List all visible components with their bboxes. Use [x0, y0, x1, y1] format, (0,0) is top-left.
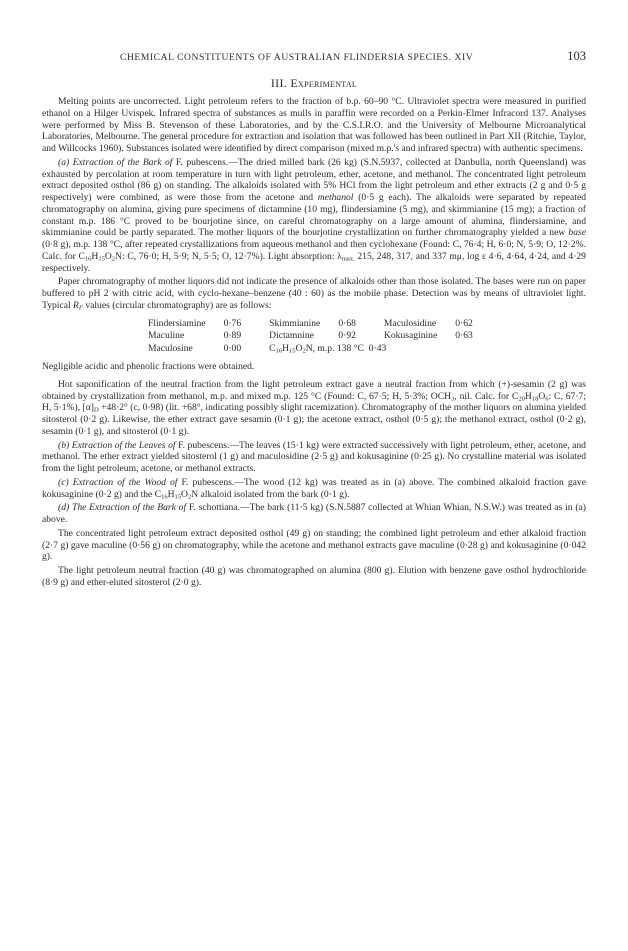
rf-value: 0·89 — [223, 330, 242, 341]
formula-subscript: 16 — [161, 493, 168, 500]
paragraph-text: : C, 67·7; H, 5·1%), [α] — [42, 390, 587, 414]
table-row — [148, 330, 491, 343]
italic-word: methanol — [317, 192, 354, 203]
paragraph-text: Hot saponification of the neutral fraction from the light petroleum extract gave a neutral fraction from which (+)-sesamin (2 g) was obtained by crystallization from methanol, m.p. and mixed m.p. 125 °C (Found: C, 67·5; H, 5·3%; OCH — [42, 378, 586, 402]
italic-word: base — [568, 227, 586, 239]
formula-subscript: 3 — [451, 395, 455, 402]
paragraph-text: , nil. Calc. for C — [454, 390, 519, 402]
rf-value: 0·92 — [338, 330, 356, 341]
paper-chromatography-paragraph — [42, 276, 586, 311]
subsection-label: (d) — [58, 502, 70, 514]
section-heading — [42, 76, 586, 91]
paragraph-text: (0·5 g each). The alkaloids were separated by repeated chromatography on alumina, giving pure specimens of dictamnine (10 mg), flindersiamine (5 mg), and skimmianine (15 mg); a fraction of constant m.p. 186 °C proved to be bourjotine since, on careful chromatography on a large amount of alumina, flindersiamine, and skimmianine could be partly separated. The mother liquors of the bourjotine crystallization on further chromatography yielded a new — [42, 192, 587, 239]
formula-atom: O — [104, 250, 112, 262]
intro-paragraph: Melting points are uncorrected. Light petroleum refers to the fraction of b.p. 60–90 °C. Ultraviolet spectra were measured in purified ethanol on a Hilger Uvispek. Infrared spectra of substances as mulls in paraffin were recorded on a Perkin-Elmer Infracord 137. Analyses were performed by Miss B. Stevenson of these Laboratories, and by the C.S.I.R.O. and the University of Melbourne Microanalytical Laboratories, Melbourne. The general procedure for extraction and isolation that was followed has been outlined in Part XII (Ritchie, Taylor, and Willcocks 1960). Substances isolated were identified by direct comparison (mixed m.p.'s and infrared spectra) with authentic specimens. — [42, 96, 586, 154]
subsection-label: (b) — [58, 439, 70, 451]
compound-name: Maculine — [148, 330, 185, 341]
section-title: Experimental — [290, 76, 358, 90]
negligible-fractions-line: Negligible acidic and phenolic fractions were obtained. — [42, 361, 255, 372]
paragraph-text: (0·8 g), m.p. 138 °C, after repeated crystallizations from aqueous methanol and then cyclohexane (Found: C, 76·4; H, 6·0; N, 5·9; O, 12·2%. Calc. for C — [42, 239, 586, 262]
paragraph-text: values (circular chromatography) are as follows: — [85, 299, 272, 311]
journal-page — [42, 48, 586, 589]
formula-subscript: 15 — [289, 347, 296, 354]
subsection-label: (a) — [58, 156, 70, 168]
species-name: F. pubescens — [175, 156, 226, 168]
formula-subscript: 6 — [545, 395, 549, 402]
rotation-subscript: D — [93, 406, 99, 414]
formula-atom: N — [115, 250, 122, 262]
section-numeral: III. — [270, 76, 288, 90]
rf-value: 0·63 — [455, 330, 473, 341]
new-base-formula — [269, 343, 455, 356]
formula-atom: H — [524, 390, 532, 402]
heading-dash: .— — [225, 156, 238, 168]
formula-subscript: 2 — [302, 347, 306, 354]
paragraph-text: N alkaloid isolated from the bark (0·1 g). — [191, 488, 350, 500]
concentrated-extract-paragraph: The concentrated light petroleum extract deposited osthol (49 g) on standing; the combined light petroleum and ether alkaloid fraction (2·7 g) gave maculine (0·56 g) on chromatography, while the acetone and methanol extracts gave maculine (0·28 g) and kokusaginine (0·042 g). — [42, 527, 586, 563]
formula-subscript: 16 — [84, 255, 92, 263]
formula-subscript: 2 — [187, 493, 192, 500]
rf-value: 0·00 — [223, 342, 242, 354]
rf-value: 0·43 — [368, 342, 387, 354]
leaves-paragraph — [42, 440, 586, 475]
heading-dash: .— — [237, 502, 250, 514]
neutral-fraction-paragraph: The light petroleum neutral fraction (40 g) was chromatographed on alumina (800 g). Elution with benzene gave osthol hydrochloride (8·9 g) and ether-eluted sitosterol (2·0 g). — [42, 565, 586, 588]
table-row — [148, 318, 491, 331]
subsection-heading: The Extraction of the Bark of — [71, 502, 187, 514]
formula-atom: H — [167, 488, 175, 500]
formula-atom: H — [91, 250, 99, 262]
compound-name: Kokusaginine — [383, 330, 438, 341]
compound-name: Flindersiamine — [148, 317, 206, 329]
compound-name: Maculosine — [148, 342, 193, 354]
paragraph-text: : C, 76·0; H, 5·9; N, 5·5; O, 12·7%). Light absorption: λ — [121, 250, 342, 262]
bark-pubescens-paragraph — [42, 157, 586, 275]
formula-subscript: 20 — [518, 395, 525, 402]
saponification-paragraph — [42, 379, 586, 438]
wood-paragraph — [42, 477, 586, 501]
formula-atom: O — [295, 342, 303, 354]
paragraph-text: The wood (12 kg) was treated as in (a) above. The combined alkaloid fraction gave kokusaginine (0·2 g) and the C — [42, 476, 586, 500]
subsection-label: (c) — [58, 476, 69, 488]
formula-subscript: 16 — [275, 347, 283, 354]
page-header — [42, 48, 586, 68]
rf-symbol: R — [73, 299, 79, 311]
formula-atom: O — [181, 488, 188, 500]
paragraph-text: Paper chromatography of mother liquors did not indicate the presence of alkaloids other than those isolated. The bases were run on paper buffered to pH 2 with citric acid, with cyclo-hexane–benzene (40 : 60) as the mobile phase. Detection was by means of ultraviolet light. Typical — [42, 276, 586, 311]
lambda-subscript: max. — [341, 255, 355, 263]
paragraph-text: The dried milled bark (26 kg) (S.N.5937, collected at Danbulla, north Queensland) was exhausted by percolation at room temperature in turn with light petroleum, ether, acetone, and methanol. The concentrated light petroleum extract deposited osthol (86 g) on standing. The alkaloids isolated with 5% HCl from the light petroleum and ether extracts (2 g and 0·5 g respectively) were combined, as were those from the acetone and — [42, 156, 587, 203]
formula-subscript: 2 — [111, 255, 116, 263]
rf-values-table — [148, 318, 491, 356]
formula-subscript: 15 — [98, 255, 105, 263]
heading-dash: .— — [231, 476, 244, 488]
rf-value: 0·76 — [223, 317, 242, 329]
formula-subscript: 15 — [174, 493, 182, 500]
compound-name: Maculosidine — [383, 317, 437, 329]
paragraph-text: The bark (11·5 kg) (S.N.5887 collected at Whian Whian, N.S.W.) was treated as in (a) above. — [42, 502, 586, 525]
compound-name: Skimmianine — [269, 317, 321, 329]
paragraph-text: 215, 248, 317, and 337 mμ, log ε 4·6, 4·64, 4·24, and 4·29 respectively. — [42, 250, 586, 274]
species-name: F. pubescens — [181, 476, 232, 488]
formula-atom: C — [269, 342, 276, 354]
compound-name: Dictamnine — [269, 330, 314, 341]
species-name: F. pubescens — [178, 439, 227, 451]
paragraph-text: +48·2° (c, 0·98) (lit. +68°, indicating possibly slight racemization). Chromatography of the mother liquors on alumina yielded sitosterol (0·2 g). Likewise, the ether extract gave sesamin (0·1 g); the acetone extract, osthol (0·5 g); the methanol extract, osthol (0·2 g), sesamin (0·1 g), and sitosterol (0·1 g). — [42, 402, 586, 437]
running-title: CHEMICAL CONSTITUENTS OF AUSTRALIAN FLINDERSIA SPECIES. XIV — [120, 52, 474, 63]
subsection-heading: Extraction of the Bark of — [72, 156, 173, 168]
bark-schottiana-paragraph — [42, 502, 586, 526]
subsection-heading: Extraction of the Wood of — [72, 476, 178, 488]
formula-atom: O — [538, 390, 546, 402]
rf-value: 0·62 — [455, 317, 473, 329]
rf-value: 0·68 — [338, 317, 356, 329]
formula-subscript: 18 — [531, 395, 539, 402]
rf-subscript: F — [78, 304, 83, 312]
species-name: F. schottiana — [188, 502, 238, 514]
formula-atom: H — [282, 342, 289, 354]
formula-suffix: N, m.p. 138 °C — [305, 342, 364, 354]
page-number: 103 — [567, 49, 586, 63]
table-row — [148, 343, 491, 356]
paragraph-text: The leaves (15·1 kg) were extracted successively with light petroleum, ether, acetone, and methanol. The ether extract yielded sitosterol (1 g) and maculosidine (2·5 g) and kokusaginine (0·25 g). No crystalline material was isolated from the light petroleum, acetone, or methanol extracts. — [42, 439, 586, 474]
subsection-heading: Extraction of the Leaves of — [71, 439, 176, 451]
heading-dash: .— — [226, 439, 239, 451]
